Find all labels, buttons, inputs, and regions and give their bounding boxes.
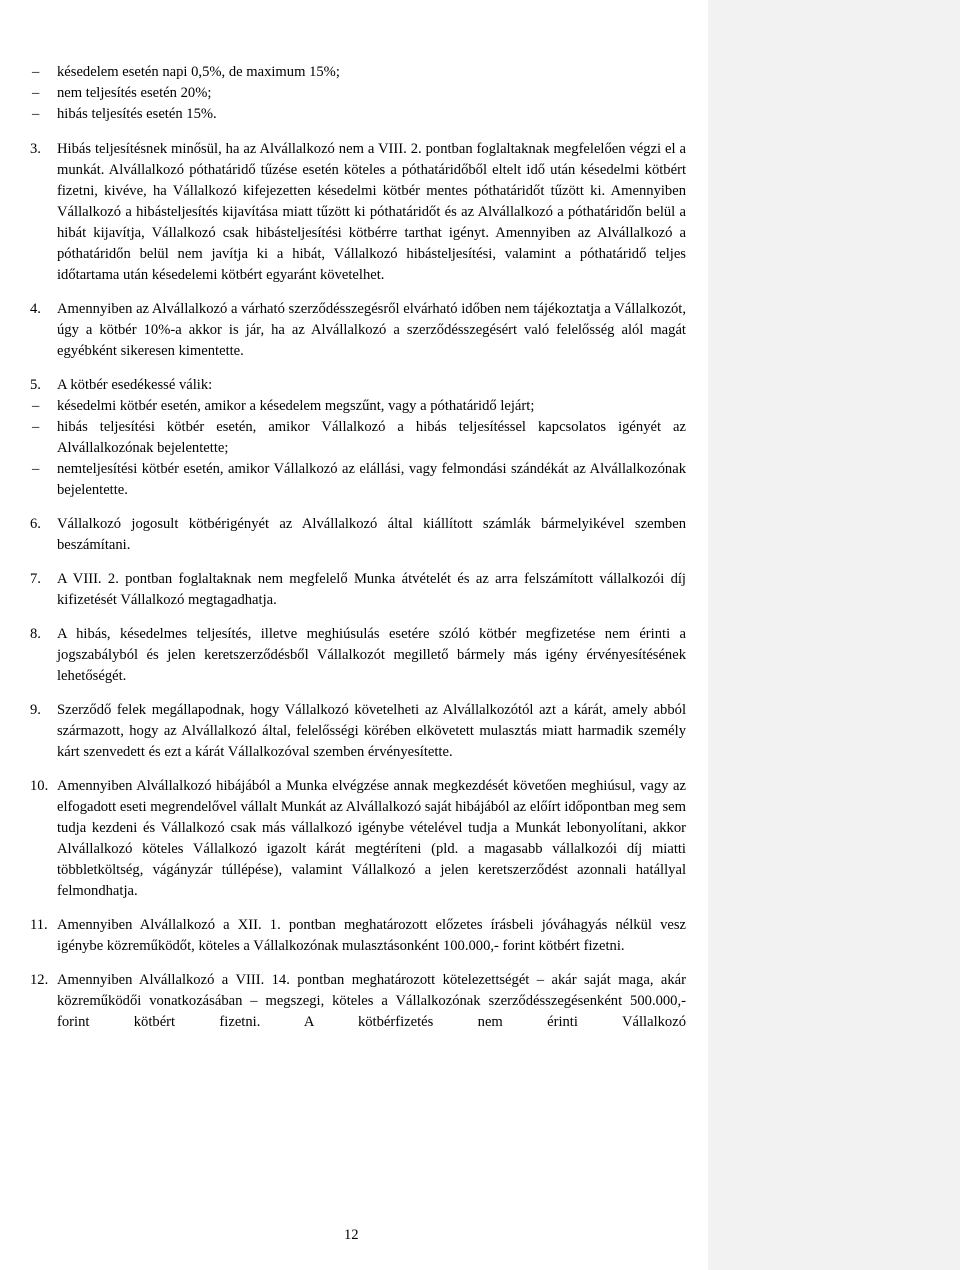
section-12 xyxy=(30,970,686,1033)
section-number: 9. xyxy=(30,702,41,718)
list-item-text: nemteljesítési kötbér esetén, amikor Vállalkozó az elállási, vagy felmondási szándékát az Alvállalkozónak bejelentette. xyxy=(57,461,686,498)
section-number: 5. xyxy=(30,377,41,393)
section-3 xyxy=(30,139,686,286)
section-8 xyxy=(30,624,686,687)
list-item xyxy=(30,104,686,125)
section-4 xyxy=(30,299,686,362)
list-item xyxy=(30,83,686,104)
section-text: Amennyiben Alvállalkozó a XII. 1. pontban meghatározott előzetes írásbeli jóváhagyás nélkül vesz igénybe közreműködőt, köteles a Vállalkozónak mulasztásonként 100.000,- forint kötbért fizetni. xyxy=(57,917,686,954)
list-item-text: nem teljesítés esetén 20%; xyxy=(57,85,212,101)
dash-bullet: – xyxy=(32,461,40,477)
due-list xyxy=(30,396,686,501)
intro-list xyxy=(30,62,686,125)
comment-margin-panel xyxy=(708,0,960,1270)
list-item xyxy=(30,62,686,83)
section-text: Szerződő felek megállapodnak, hogy Vállalkozó követelheti az Alvállalkozótól azt a kárát, amely abból származott, hogy az Alvállalkozó által, felelősségi körében elkövetett mulasztás miatt harmadik személy kárt szenvedett és ezt a kárát Vállalkozóval szemben érvényesítette. xyxy=(57,702,686,760)
dash-bullet: – xyxy=(32,106,40,122)
section-text: A hibás, késedelmes teljesítés, illetve meghiúsulás esetére szóló kötbér megfizetése nem érinti a jogszabályból és jelen keretszerződésből Vállalkozót megillető bármely más igény érvényesítésének lehetőségét. xyxy=(57,626,686,684)
section-number: 3. xyxy=(30,141,41,157)
section-text: Amennyiben Alvállalkozó a VIII. 14. pontban meghatározott kötelezettségét – akár saját maga, akár közreműködői vonatkozásában – megszegi, köteles a Vállalkozónak szerződésszegésenként 500.000,- forint kötbért fizetni. A kötbérfizetés nem érinti Vállalkozó xyxy=(57,972,686,1030)
dash-bullet: – xyxy=(32,419,40,435)
section-number: 8. xyxy=(30,626,41,642)
page-number: 12 xyxy=(344,1227,359,1243)
section-number: 10. xyxy=(30,778,49,794)
section-number: 12. xyxy=(30,972,49,988)
section-text: A kötbér esedékessé válik: xyxy=(57,377,213,393)
list-item-text: hibás teljesítés esetén 15%. xyxy=(57,106,217,122)
dash-bullet: – xyxy=(32,64,40,80)
section-number: 11. xyxy=(30,917,48,933)
section-7 xyxy=(30,569,686,611)
list-item xyxy=(30,459,686,501)
section-10 xyxy=(30,776,686,902)
page-body xyxy=(30,62,686,1046)
section-text: A VIII. 2. pontban foglaltaknak nem megfelelő Munka átvételét és az arra felszámított vállalkozói díj kifizetését Vállalkozó megtagadhatja. xyxy=(57,571,686,608)
section-number: 7. xyxy=(30,571,41,587)
section-number: 6. xyxy=(30,516,41,532)
list-item xyxy=(30,417,686,459)
section-5 xyxy=(30,375,686,501)
list-item xyxy=(30,396,686,417)
list-item-text: hibás teljesítési kötbér esetén, amikor Vállalkozó a hibás teljesítéssel kapcsolatos igényét az Alvállalkozónak bejelentette; xyxy=(57,419,686,456)
section-text: Amennyiben Alvállalkozó hibájából a Munka elvégzése annak megkezdését követően meghiúsul, vagy az elfogadott eseti megrendelővel vállalt Munkát az Alvállalkozó saját hibájából az előírt időpontban meg sem tudja kezdeni és Vállalkozó csak más vállalkozó igénybe vételével tudja a Munkát lebonyolítani, akkor Alvállalkozó köteles Vállalkozó igazolt kárát megtéríteni (pld. a magasabb vállalkozói díj miatti többletköltség, vágányzár túllépése), valamint Vállalkozó a jelen keretszerződést azonnali hatállyal felmondhatja. xyxy=(57,778,686,899)
section-9 xyxy=(30,700,686,763)
section-text: Vállalkozó jogosult kötbérigényét az Alvállalkozó által kiállított számlák bármelyikével szemben beszámítani. xyxy=(57,516,686,553)
section-11 xyxy=(30,915,686,957)
dash-bullet: – xyxy=(32,398,40,414)
dash-bullet: – xyxy=(32,85,40,101)
list-item-text: késedelmi kötbér esetén, amikor a késedelem megszűnt, vagy a póthatáridő lejárt; xyxy=(57,398,535,414)
list-item-text: késedelem esetén napi 0,5%, de maximum 15%; xyxy=(57,64,340,80)
section-text: Amennyiben az Alvállalkozó a várható szerződésszegésről elvárható időben nem tájékoztatja a Vállalkozót, úgy a kötbér 10%-a akkor is jár, ha az Alvállalkozó a szerződésszegésért való felelősség alól magát egyébként sikeresen kimentette. xyxy=(57,301,686,359)
section-6 xyxy=(30,514,686,556)
section-text: Hibás teljesítésnek minősül, ha az Alvállalkozó nem a VIII. 2. pontban foglaltaknak megfelelően végzi el a munkát. Alvállalkozó póthatáridő tűzése esetén köteles a póthatáridőből eltelt idő után késedelmi kötbért fizetni, kivéve, ha Vállalkozó kifejezetten késedelmi kötbér mentes póthatáridőt tűzött ki. Amennyiben Vállalkozó a hibásteljesítés kijavítása miatt tűzött ki póthatáridőt és az Alvállalkozó a póthatáridőn belül a hibát kijavítja, Vállalkozó csak hibásteljesítési kötbérre tarthat igényt. Amennyiben az Alvállalkozó a póthatáridőn belül nem javítja ki a hibát, Vállalkozó hibásteljesítési, valamint a póthatáridő teljes időtartama után késedelemi kötbért egyaránt követelhet. xyxy=(57,141,686,283)
section-number: 4. xyxy=(30,301,41,317)
